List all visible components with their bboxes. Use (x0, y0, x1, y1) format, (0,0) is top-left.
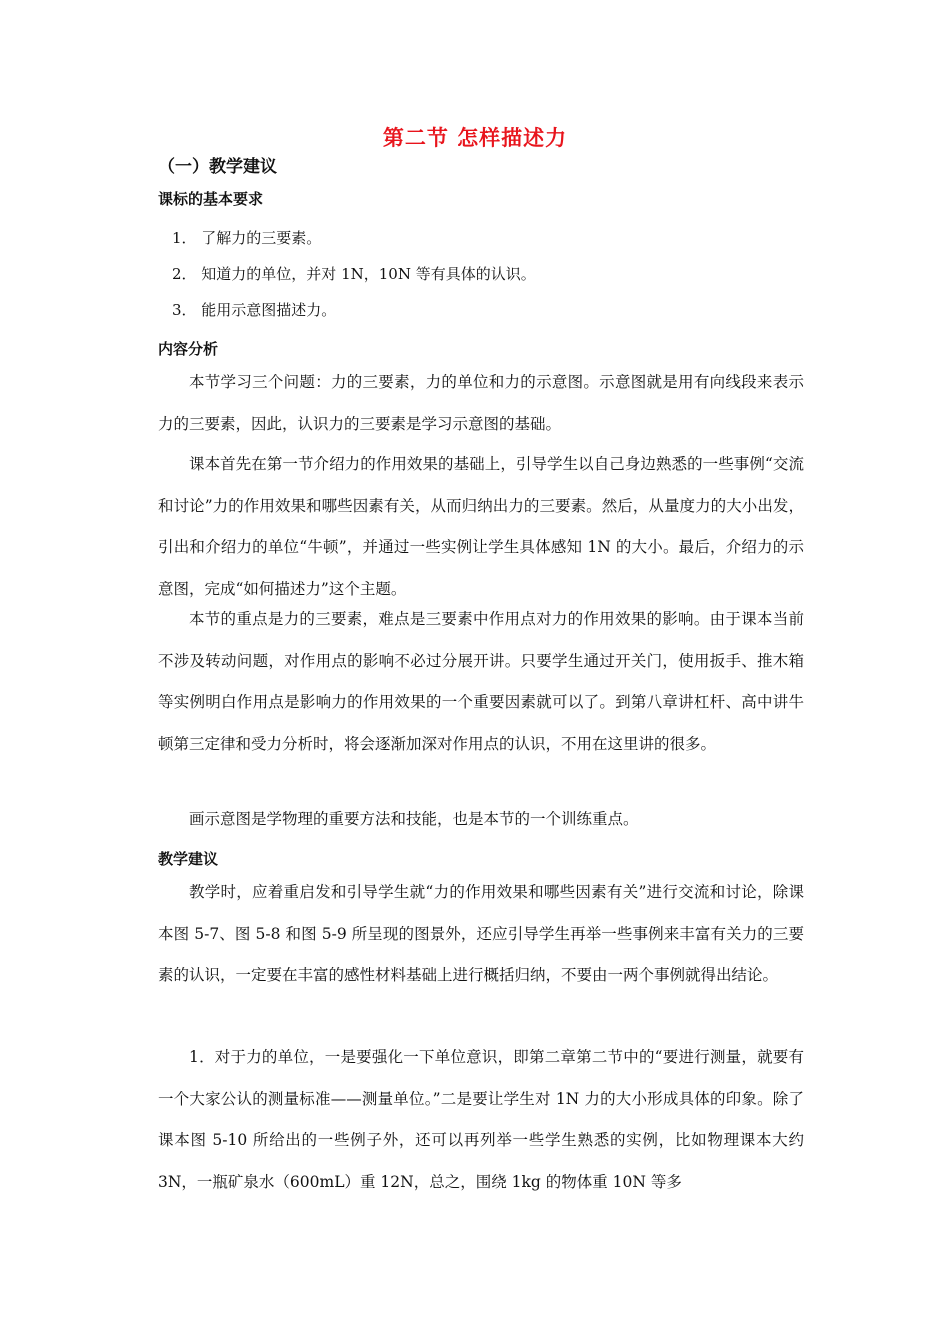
analysis-paragraph: 课本首先在第一节介绍力的作用效果的基础上，引导学生以自己身边熟悉的一些事例“交流和讨论”力的作用效果和哪些因素有关，从而归纳出力的三要素。然后，从量度力的大小出发，引出和介绍力的单位“牛顿”，并通过一些实例让学生具体感知 1N 的大小。最后，介绍力的示意图，完成“如何描述力”这个主题。 (158, 455, 804, 598)
analysis-paragraph: 本节的重点是力的三要素，难点是三要素中作用点对力的作用效果的影响。由于课本当前不涉及转动问题，对作用点的影响不必过分展开讲。只要学生通过开关门，使用扳手、推木箱等实例明白作用点是影响力的作用效果的一个重要因素就可以了。到第八章讲杠杆、高中讲牛顿第三定律和受力分析时，将会逐渐加深对作用点的认识，不用在这里讲的很多。 (158, 610, 804, 753)
analysis-heading: 内容分析 (158, 340, 219, 358)
analysis-paragraph: 画示意图是学物理的重要方法和技能，也是本节的一个训练重点。 (189, 810, 639, 828)
section-heading: （一）教学建议 (158, 157, 277, 177)
requirements-heading: 课标的基本要求 (158, 190, 264, 208)
requirement-item: 3． 能用示意图描述力。 (172, 301, 337, 319)
page-title: 第二节 怎样描述力 (382, 126, 568, 150)
analysis-paragraph: 本节学习三个问题：力的三要素，力的单位和力的示意图。示意图就是用有向线段来表示力的三要素，因此，认识力的三要素是学习示意图的基础。 (158, 373, 804, 433)
requirement-item: 2． 知道力的单位，并对 1N，10N 等有具体的认识。 (172, 265, 536, 283)
teaching-paragraph: 教学时，应着重启发和引导学生就“力的作用效果和哪些因素有关”进行交流和讨论，除课本图 5-7、图 5-8 和图 5-9 所呈现的图景外，还应引导学生再举一些事例来丰富有关力的三要素的认识，一定要在丰富的感性材料基础上进行概括归纳，不要由一两个事例就得出结论。 (158, 883, 804, 984)
teaching-heading: 教学建议 (158, 850, 219, 868)
requirement-item: 1． 了解力的三要素。 (172, 229, 322, 247)
teaching-paragraph: 1．对于力的单位，一是要强化一下单位意识，即第二章第二节中的“要进行测量，就要有一个大家公认的测量标准——测量单位。”二是要让学生对 1N 力的大小形成具体的印象。除了课本图 5-10 所给出的一些例子外，还可以再列举一些学生熟悉的实例，比如物理课本大约 3N，一瓶矿泉水（600mL）重 12N，总之，围绕 1kg 的物体重 10N 等多 (158, 1048, 804, 1191)
